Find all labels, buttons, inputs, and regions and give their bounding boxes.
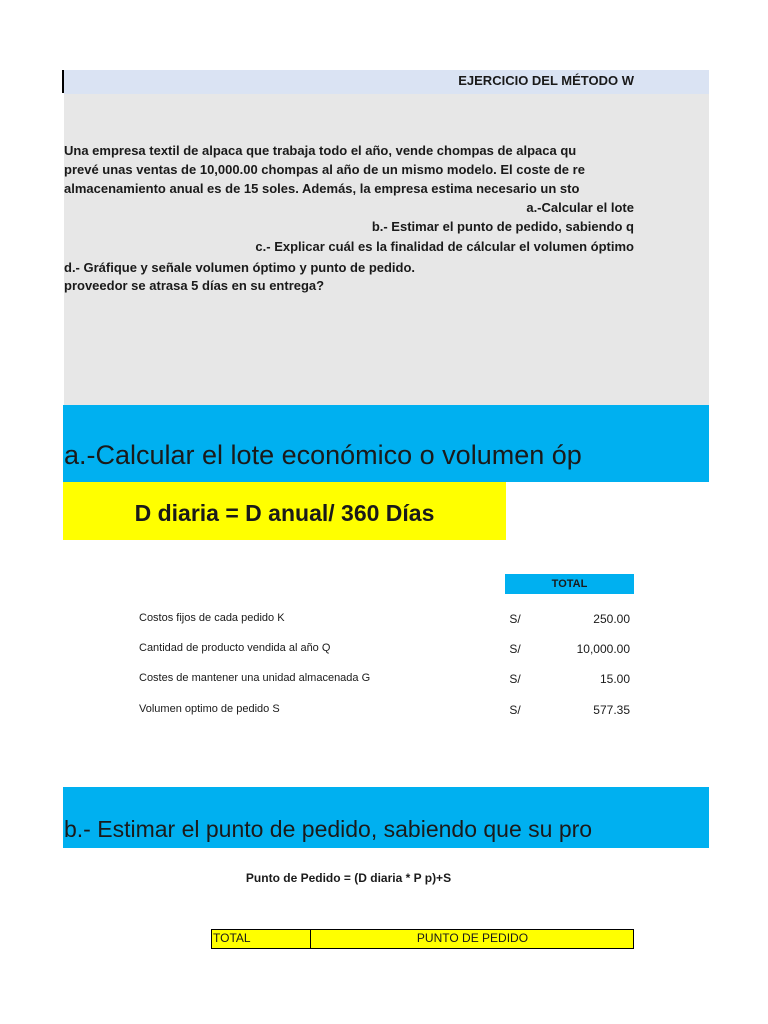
row-label-fixed-cost: Costos fijos de cada pedido K [139,612,285,624]
total-column-header: TOTAL [505,574,634,594]
problem-line-6: c.- Explicar cuál es la finalidad de cálcular el volumen óptimo [255,239,634,254]
exercise-title: EJERCICIO DEL MÉTODO W [458,73,634,88]
problem-line-3: almacenamiento anual es de 15 soles. Además, la empresa estima necesario un sto [64,181,580,196]
row-value-optimal-volume: 577.35 [593,703,630,717]
problem-line-1: Una empresa textil de alpaca que trabaja todo el año, vende chompas de alpaca qu [64,143,577,158]
row-currency-holding-cost: S/ [509,672,521,686]
row-label-annual-quantity: Cantidad de producto vendida al año Q [139,642,331,654]
reorder-point-formula: Punto de Pedido = (D diaria * P p)+S [245,871,452,885]
row-currency-fixed-cost: S/ [509,612,521,626]
row-value-holding-cost: 15.00 [599,672,630,686]
row-label-optimal-volume: Volumen optimo de pedido S [139,703,280,715]
section-a-title: a.-Calcular el lote económico o volumen óp [64,440,582,470]
problem-line-8: proveedor se atrasa 5 días en su entrega? [64,278,325,293]
section-b-title: b.- Estimar el punto de pedido, sabiendo que su pro [64,816,593,842]
row-currency-annual-quantity: S/ [509,642,521,656]
daily-demand-formula: D diaria = D anual/ 360 Días [134,500,435,526]
reorder-table-total-cell: TOTAL [213,931,251,945]
problem-line-7: d.- Gráfique y señale volumen óptimo y punto de pedido. [64,260,416,275]
problem-line-4: a.-Calcular el lote [526,200,634,215]
row-currency-optimal-volume: S/ [509,703,521,717]
reorder-table-reorder-point-cell: PUNTO DE PEDIDO [416,931,529,945]
row-label-holding-cost: Costes de mantener una unidad almacenada G [139,672,371,684]
problem-line-2: prevé unas ventas de 10,000.00 chompas al año de un mismo modelo. El coste de re [64,162,585,177]
row-value-annual-quantity: 10,000.00 [576,642,630,656]
row-value-fixed-cost: 250.00 [593,612,630,626]
problem-line-5: b.- Estimar el punto de pedido, sabiendo q [371,219,634,234]
